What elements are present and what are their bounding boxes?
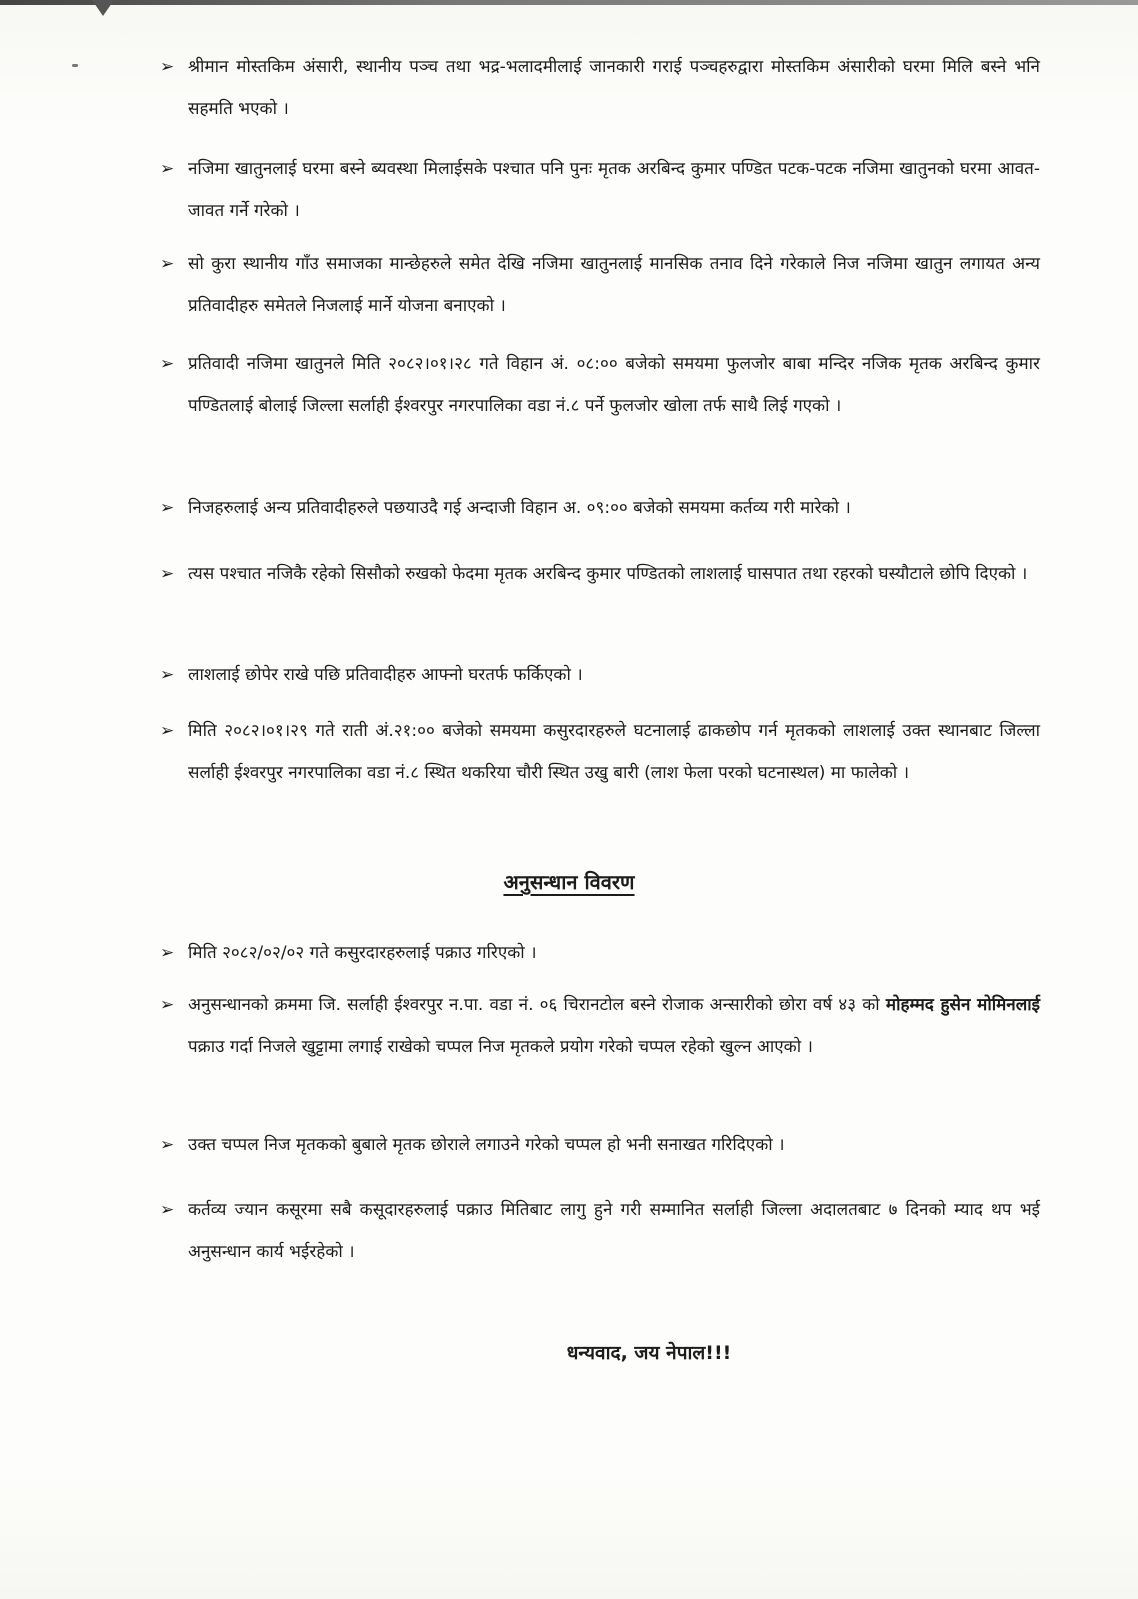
arrow-icon: ➢: [160, 1135, 175, 1155]
investigation-text-post: पक्राउ गर्दा निजले खुट्टामा लगाई राखेको चप्पल निज मृतकले प्रयोग गरेको चप्पल रहेको खुल्न आएको ।: [188, 1037, 813, 1057]
event-text: मिति २०८२।०१।२९ गते राती अं.२१:०० बजेको समयमा कसुरदारहरुले घटनालाई ढाकछोप गर्न मृतकको लाशलाई उक्त स्थानबाट जिल्ला सर्लाही ईश्वरपुर नगरपालिका वडा नं.८ स्थित थकरिया चौरी स्थित उखु बारी (लाश फेला परको घटनास्थल) मा फालेको ।: [188, 721, 1040, 783]
arrow-icon: ➢: [160, 995, 175, 1015]
arrow-icon: ➢: [160, 1200, 175, 1220]
investigation-text: उक्त चप्पल निज मृतकको बुबाले मृतक छोराले लगाउने गरेको चप्पल हो भनी सनाखत गरिदिएको ।: [188, 1135, 785, 1155]
investigation-heading: [0, 868, 1138, 895]
event-text: लाशलाई छोपेर राखे पछि प्रतिवादीहरु आफ्नो घरतर्फ फर्किएको ।: [188, 665, 583, 685]
investigation-bullet-2: [160, 984, 1040, 1068]
event-bullet-5: [160, 487, 1040, 529]
event-bullet-1: [160, 46, 1040, 130]
event-bullet-4: [160, 343, 1040, 427]
event-text: निजहरुलाई अन्य प्रतिवादीहरुले पछयाउदै गई अन्दाजी विहान अ. ०९:०० बजेको समयमा कर्तव्य गरी मारेको ।: [188, 498, 851, 518]
investigation-bullet-1: [160, 932, 1040, 974]
event-text: नजिमा खातुनलाई घरमा बस्ने ब्यवस्था मिलाईसके पश्चात पनि पुनः मृतक अरबिन्द कुमार पण्डित पटक-पटक नजिमा खातुनको घरमा आवत-जावत गर्ने गरेको ।: [188, 159, 1040, 221]
event-bullet-2: [160, 148, 1040, 232]
event-text: श्रीमान मोस्तकिम अंसारी, स्थानीय पञ्च तथा भद्र-भलादमीलाई जानकारी गराई पञ्चहरुद्वारा मोस्तकिम अंसारीको घरमा मिलि बस्ने भनि सहमति भएको ।: [188, 57, 1040, 119]
event-text: प्रतिवादी नजिमा खातुनले मिति २०८२।०१।२८ गते विहान अं. ०८:०० बजेको समयमा फुलजोर बाबा मन्दिर नजिक मृतक अरबिन्द कुमार पण्डितलाई बोलाई जिल्ला सर्लाही ईश्वरपुर नगरपालिका वडा नं.८ पर्ने फुलजोर खोला तर्फ साथै लिई गएको ।: [188, 354, 1040, 416]
arrow-icon: ➢: [160, 354, 175, 374]
event-text: त्यस पश्चात नजिकै रहेको सिसौको रुखको फेदमा मृतक अरबिन्द कुमार पण्डितको लाशलाई घासपात तथा रहरको घस्यौटाले छोपि दिएको ।: [188, 564, 1028, 584]
corner-mark: [92, 0, 114, 16]
event-bullet-3: [160, 243, 1040, 327]
arrow-icon: ➢: [160, 564, 175, 584]
event-bullet-7: [160, 654, 1040, 696]
investigation-bullet-3: [160, 1124, 1040, 1166]
event-text: सो कुरा स्थानीय गाँउ समाजका मान्छेहरुले समेत देखि नजिमा खातुनलाई मानसिक तनाव दिने गरेकाले निज नजिमा खातुन लगायत अन्य प्रतिवादीहरु समेतले निजलाई मार्ने योजना बनाएको ।: [188, 254, 1040, 316]
arrow-icon: ➢: [160, 498, 175, 518]
investigation-heading-text: अनुसन्धान विवरण: [503, 870, 635, 894]
suspect-name: मोहम्मद हुसेन मोमिनलाई: [885, 995, 1040, 1015]
arrow-icon: ➢: [160, 943, 175, 963]
arrow-icon: ➢: [160, 57, 175, 77]
arrow-icon: ➢: [160, 665, 175, 685]
closing-text: धन्यवाद, जय नेपाल!!!: [566, 1342, 732, 1364]
page-top-edge: [0, 0, 1138, 5]
investigation-bullet-4: [160, 1189, 1040, 1273]
arrow-icon: ➢: [160, 254, 175, 274]
event-bullet-8: [160, 710, 1040, 794]
event-bullet-6: [160, 553, 1040, 595]
arrow-icon: ➢: [160, 721, 175, 741]
scan-speck: [72, 64, 78, 67]
investigation-text: कर्तव्य ज्यान कसूरमा सबै कसूदारहरुलाई पक्राउ मितिबाट लागु हुने गरी सम्मानित सर्लाही जिल्ला अदालतबाट ७ दिनको म्याद थप भई अनुसन्धान कार्य भईरहेको ।: [188, 1200, 1040, 1262]
arrow-icon: ➢: [160, 159, 175, 179]
investigation-text: मिति २०८२/०२/०२ गते कसुरदारहरुलाई पक्राउ गरिएको ।: [188, 943, 537, 963]
investigation-text-pre: अनुसन्धानको क्रममा जि. सर्लाही ईश्वरपुर न.पा. वडा नं. ०६ चिरानटोल बस्ने रोजाक अन्सारीको छोरा वर्ष ४३ को: [188, 995, 886, 1015]
investigation-text: [188, 984, 1040, 1068]
